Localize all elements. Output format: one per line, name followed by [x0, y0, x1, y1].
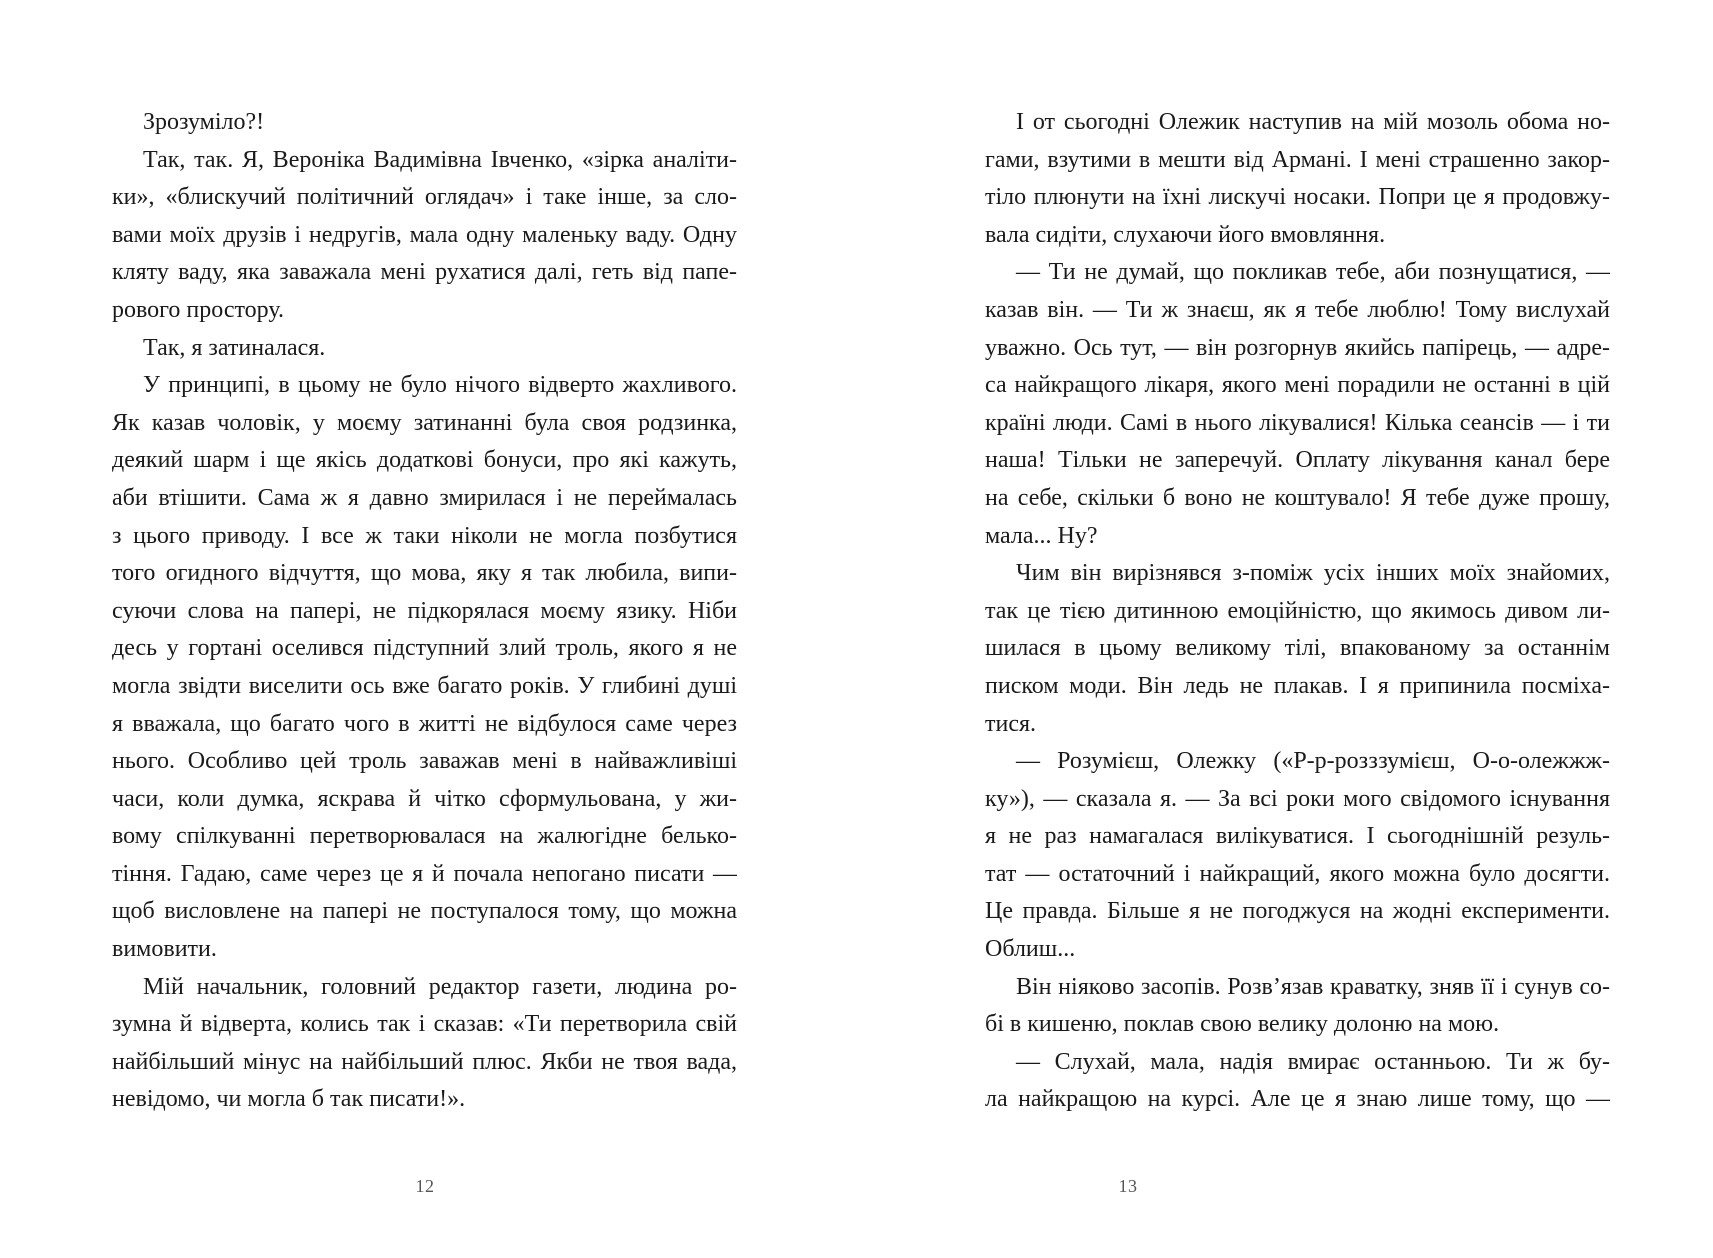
text-line: тіння. Гадаю, саме через це я й почала непогано писати — — [112, 860, 737, 887]
text-line: бі в кишеню, поклав свою велику долоню на мою. — [985, 1011, 1500, 1038]
text-line: Він ніяково засопів. Розв’язав краватку, зняв її і сунув со- — [1016, 973, 1610, 1000]
text-line: вому спілкуванні перетворювалася на жалюгідне белько- — [112, 823, 737, 850]
text-line: наша! Тільки не заперечуй. Оплату лікування канал бере — [985, 447, 1610, 474]
text-line: вимовити. — [112, 936, 217, 963]
text-line: Так, так. Я, Вероніка Вадимівна Івченко, «зірка аналіти- — [143, 146, 737, 173]
left-page-text — [112, 104, 737, 1119]
text-line: писком моди. Він ледь не плакав. І я припинила посміха- — [985, 672, 1610, 699]
text-line: країні люди. Самі в нього лікувалися! Кілька сеансів — і ти — [985, 409, 1610, 436]
text-line: Як казав чоловік, у моєму затинанні була своя родзинка, — [112, 409, 737, 436]
text-line: тися. — [985, 710, 1037, 737]
text-line: вами моїх друзів і недругів, мала одну маленьку ваду. Одну — [112, 221, 737, 248]
text-line: — Ти не думай, що покликав тебе, аби познущатися, — — [1016, 259, 1610, 286]
text-line: я вважала, що багато чого в житті не відбулося саме через — [112, 710, 737, 737]
text-line: ки», «блискучий політичний оглядач» і таке інше, за сло- — [112, 184, 737, 211]
text-line: Облиш... — [985, 936, 1076, 963]
text-line: шилася в цьому великому тілі, впакованому за останнім — [985, 635, 1610, 662]
text-line: У принципі, в цьому не було нічого відверто жахливого. — [143, 372, 737, 399]
text-line: аби втішити. Сама ж я давно змирилася і не переймалась — [112, 484, 737, 511]
text-line: могла звідти виселити ось вже багато років. У глибині душі — [112, 672, 737, 699]
text-line: кляту ваду, яка заважала мені рухатися далі, геть від папе- — [112, 259, 737, 286]
text-line: невідомо, чи могла б так писати!». — [112, 1086, 466, 1113]
page-number: 13 — [1118, 1176, 1138, 1196]
text-line: гами, взутими в мешти від Армані. І мені страшенно закор- — [985, 146, 1610, 173]
text-line: часи, коли думка, яскрава й чітко сформульована, у жи- — [112, 785, 737, 812]
right-page — [856, 0, 1712, 1258]
text-line: — Розумієш, Олежку («Р-р-розззумієш, О-о-олежжж- — [1016, 748, 1610, 775]
page-number: 12 — [415, 1176, 435, 1196]
text-line: са найкращого лікаря, якого мені порадили не останні в цій — [985, 372, 1610, 399]
right-page-text — [985, 104, 1610, 1119]
text-line: Мій начальник, головний редактор газети, людина ро- — [143, 973, 737, 1000]
text-line: суючи слова на папері, не підкорялася моєму язику. Ніби — [112, 597, 737, 624]
text-line: найбільший мінус на найбільший плюс. Якби не твоя вада, — [112, 1048, 737, 1075]
text-line: І от сьогодні Олежик наступив на мій мозоль обома но- — [1016, 109, 1610, 135]
text-line: з цього приводу. І все ж таки ніколи не могла позбутися — [112, 522, 737, 549]
text-line: казав він. — Ти ж знаєш, як я тебе люблю! Тому вислухай — [985, 296, 1610, 323]
left-page — [0, 0, 856, 1258]
text-line: мала... Ну? — [985, 522, 1098, 549]
text-line: Чим він вирізнявся з-поміж усіх інших моїх знайомих, — [1016, 560, 1610, 587]
text-line: десь у гортані оселився підступний злий троль, якого я не — [112, 635, 737, 662]
text-line: так це тією дитинною емоційністю, що якимось дивом ли- — [985, 597, 1610, 624]
text-line: тіло плюнути на їхні лискучі носаки. Попри це я продовжу- — [985, 184, 1610, 211]
text-line: того огидного відчуття, що мова, яку я так любила, випи- — [112, 560, 737, 587]
text-line: рового простору. — [112, 296, 284, 323]
text-line: — Слухай, мала, надія вмирає останньою. Ти ж бу- — [1016, 1048, 1610, 1075]
text-line: щоб висловлене на папері не поступалося тому, що можна — [112, 898, 737, 925]
text-line: Це правда. Більше я не погоджуся на жодні експерименти. — [985, 898, 1610, 925]
text-line: тат — остаточний і найкращий, якого можна було досягти. — [985, 860, 1610, 887]
text-line: ку»), — сказала я. — За всі роки мого свідомого існування — [985, 785, 1610, 812]
text-line: деякий шарм і ще якісь додаткові бонуси, про які кажуть, — [112, 447, 737, 474]
text-line: вала сидіти, слухаючи його вмовляння. — [985, 221, 1386, 248]
text-line: Зрозуміло?! — [143, 109, 265, 135]
text-line: на себе, скільки б воно не коштувало! Я тебе дуже прошу, — [985, 484, 1610, 511]
text-line: я не раз намагалася вилікуватися. І сьогоднішній резуль- — [985, 823, 1610, 850]
text-line: зумна й відверта, колись так і сказав: «Ти перетворила свій — [112, 1011, 737, 1038]
text-line: Так, я затиналася. — [143, 334, 326, 361]
text-line: уважно. Ось тут, — він розгорнув якийсь папірець, — адре- — [985, 334, 1610, 361]
text-line: ла найкращою на курсі. Але це я знаю лише тому, що — — [985, 1086, 1610, 1113]
text-line: нього. Особливо цей троль заважав мені в найважливіші — [112, 748, 737, 775]
